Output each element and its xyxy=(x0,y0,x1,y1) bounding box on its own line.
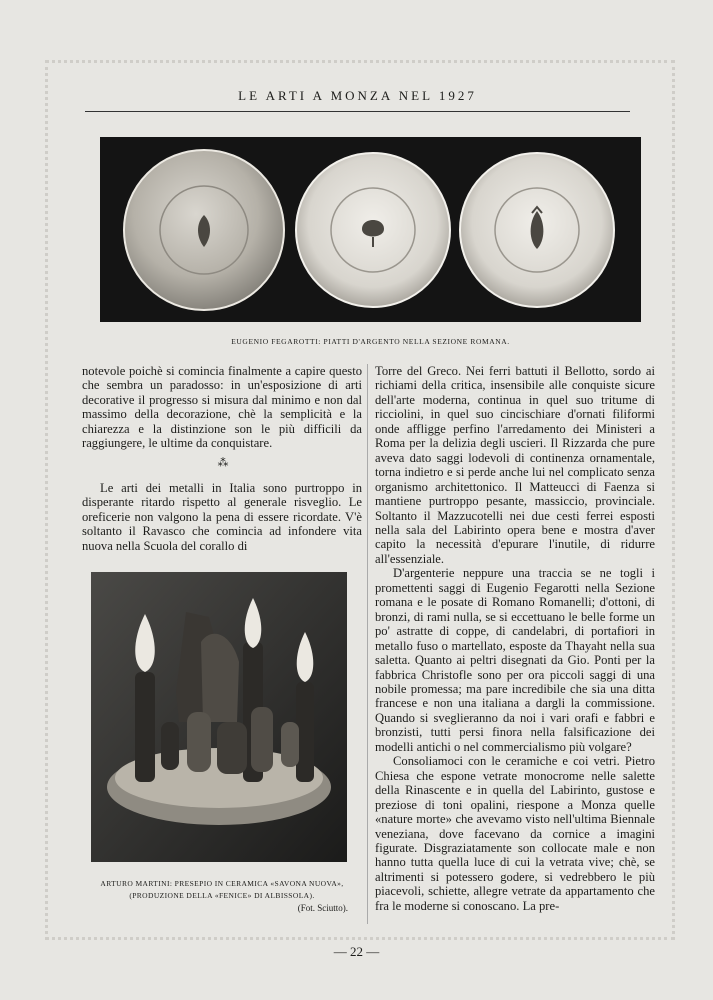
column-divider xyxy=(367,364,368,924)
photo-credit: (Fot. Sciutto). xyxy=(297,903,348,913)
plates-caption: EUGENIO FEGAROTTI: PIATTI D'ARGENTO NELLA SEZIONE ROMANA. xyxy=(231,337,510,346)
silver-plates-image xyxy=(100,137,641,322)
body-paragraph: notevole poichè si comincia finalmente a capire questo che sembra un paradosso: in un'esposizione di arti decorative il progresso si misura dal minimo e non dal massimo della decorazione, chè la semplicità e la chiarezza e la distinzione son le più difficili da raggiungere, le ultime da conquistare. xyxy=(82,364,362,451)
plate-right xyxy=(460,153,614,307)
body-paragraph: Torre del Greco. Nei ferri battuti il Bellotto, sordo ai richiami della critica, insensibile alle conquiste sicure dell'arte moderna, continua in quel suo tritume di ricciolini, in quel suo cincischiare d'ornati filiformi onde affligge perfino l'arredamento dei Ministeri a Roma per la delizia degli uscieri. Il Rizzarda che pure aveva dato saggi lodevoli di continenza ornamentale, torna indietro e si perde anche lui nel complicato senza organismo architettonico. Il Matteucci di Faenza si mantiene purtroppo pesante, massiccio, provinciale. Soltanto il Mazzucotelli nei due cesti ferrei esposti nella sala del Labirinto opera bene e mostra d'aver capito la necessità d'epurare l'inutile, di ridurre all'essenziale. xyxy=(375,364,655,566)
section-asterism: ⁂ xyxy=(217,457,229,469)
plate-left xyxy=(124,150,284,310)
body-column-left-middle xyxy=(82,481,362,556)
ceramic-nativity-image xyxy=(91,572,347,862)
page-number: — 22 — xyxy=(333,944,380,959)
header-rule xyxy=(85,111,630,112)
presepio-caption-line-1: ARTURO MARTINI: PRESEPIO IN CERAMICA «SAVONA NUOVA», xyxy=(100,879,344,888)
plates-photograph xyxy=(100,137,641,322)
body-paragraph: Le arti dei metalli in Italia sono purtroppo in disperante ritardo rispetto al generale risveglio. Le oreficerie non valgono la pena di essere ricordate. V'è soltanto il Ravasco che comincia ad infondere vita nuova nella Scuola del corallo di xyxy=(82,481,362,553)
body-paragraph: D'argenterie neppure una traccia se ne togli i promettenti saggi di Eugenio Fegarotti nella Sezione romana e le posate di Romano Romanelli; d'ottoni, di bronzi, di rami nulla, se si eccettuano le belle forme un po' astratte di coppe, di candelabri, di portafiori in metallo fuso o martellato, esposte da Thayaht nella sua saletta. Quanto ai peltri disegnati da Gio. Ponti per la fabbrica Christofle sono per ora piccoli saggi di una nobile promessa; ma pare incredibile che sia una ditta francese e non una italiana a dargli la commissione. Quando si sveglieranno da noi i vari orafi e fabbri e bronzisti, tutti persi finora nella falsificazione dei modelli antichi o nel commercialismo più volgare? xyxy=(375,566,655,754)
body-column-right xyxy=(375,364,655,924)
body-column-left-top xyxy=(82,364,362,464)
body-paragraph: Consoliamoci con le ceramiche e coi vetri. Pietro Chiesa che espone vetrate monocrome nelle salette della Rinascente e in quella del Labirinto, gustose e preziose di toni opalini, riespone a Monza quelle «nature morte» che avevamo visto nell'ultima Biennale veneziana, dove facevano da cornice a imagini figurate. Disgraziatamente son collocate male e non hanno tutta quella luce di cui la vetrata vive; chè, se altrimenti si potessero godere, si vedrebbero le più piacevoli, schiette, allegre vetrate da appartamento che fra le moderne si conoscano. La pre- xyxy=(375,754,655,913)
plate-center xyxy=(296,153,450,307)
presepio-photograph xyxy=(91,572,347,862)
running-title: LE ARTI A MONZA NEL 1927 xyxy=(238,88,477,103)
presepio-caption xyxy=(82,878,362,914)
presepio-caption-line-2: (PRODUZIONE DELLA «FENICE» DI ALBISSOLA). xyxy=(129,891,315,900)
